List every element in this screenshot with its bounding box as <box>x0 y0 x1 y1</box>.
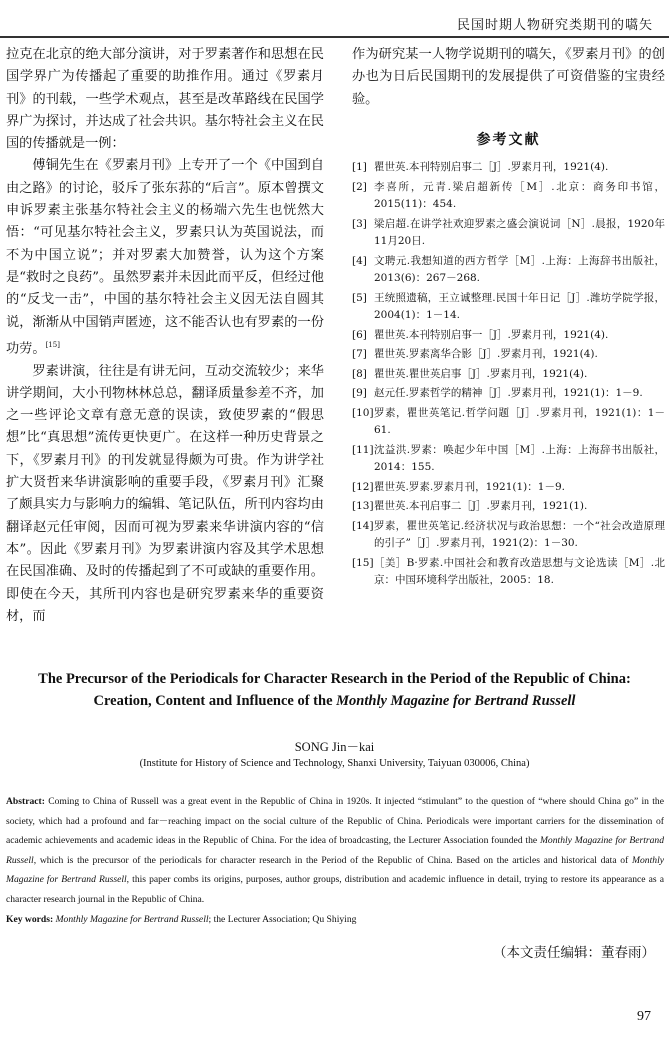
reference-number: [9] <box>352 387 367 400</box>
header-rule <box>0 36 669 38</box>
reference-number: [13] <box>352 500 374 513</box>
affiliation: (Institute for History of Science and Technology, Shanxi University, Taiyuan 030006, China) <box>139 758 530 769</box>
reference-text: 瞿世英.罗素.罗素月刊，1921(1)：1－9. <box>374 480 565 493</box>
reference-number: [11] <box>352 443 374 456</box>
references-list <box>352 159 665 590</box>
english-title-line2 <box>10 690 659 712</box>
reference-text: 文聘元.我想知道的西方哲学［M］.上海：上海辞书出版社，2013(6)：267－268. <box>374 254 665 285</box>
reference-number: [10] <box>352 406 374 419</box>
reference-number: [12] <box>352 480 374 493</box>
keywords-rest: ; the Lecturer Association; Qu Shiying <box>208 913 357 925</box>
reference-number: [7] <box>352 348 367 361</box>
reference-item <box>352 479 665 497</box>
author: SONG Jin－kai <box>294 740 375 754</box>
reference-number: [8] <box>352 367 367 380</box>
page-header <box>0 0 669 40</box>
reference-text: 瞿世英.瞿世英启事［J］.罗素月刊，1921(4). <box>374 367 588 380</box>
english-title <box>10 668 659 712</box>
paragraph-2-text: 傅铜先生在《罗素月刊》上专开了一个《中国到自由之路》的讨论，驳斥了张东荪的“后言”。原本曾撰文申诉罗素主张基尔特社会主义的杨端六先生也恍然大悟：“可见基尔特社会主义，罗素只认为英国说法，而不为中国立说”；并对罗素大加赞誉，认为这个方案是“救时之良药”。虽然罗素并未因此而平反，但经过他的“反戈一击”，中国的基尔特社会主义因无法自圆其说，渐渐从中国销声匿迹，这不能否认也有罗素的一份功劳。 <box>6 158 324 357</box>
reference-number: [15] <box>352 556 374 569</box>
reference-number: [1] <box>352 161 367 174</box>
reference-number: [2] <box>352 180 367 193</box>
abstract-text-1: Coming to China of Russell was a great event in the Republic of China in 1920s. It injected “stimulant” to the question of “where should China go” in the society, which had a profound and far－reaching impact on the social culture of the Republic of China. Periodicals were important carriers for the dissemination of academic achievements and academic ideas in the Republic of China. For the idea of broadcasting, the Lecturer Association founded the <box>6 796 664 847</box>
reference-text: 瞿世英.本刊特别启事二［J］.罗素月刊，1921(4). <box>374 161 609 174</box>
reference-item <box>352 253 665 288</box>
footnote-mark: [15] <box>45 340 60 349</box>
reference-item <box>352 327 665 345</box>
reference-item <box>352 159 665 177</box>
reference-item <box>352 179 665 214</box>
keyword-journal: Monthly Magazine for Bertrand Russell <box>53 913 209 925</box>
reference-item <box>352 518 665 553</box>
reference-text: 李喜所，元青.梁启超新传［M］.北京：商务印书馆，2015(11)：454. <box>374 180 665 211</box>
right-column <box>352 44 665 592</box>
reference-item <box>352 346 665 364</box>
references-heading: 参考文献 <box>476 131 541 148</box>
reference-text: 王统照遗稿，王立诚整理.民国十年日记［J］.潍坊学院学报，2004(1)：1－14. <box>374 291 665 322</box>
reference-number: [4] <box>352 254 367 267</box>
reference-text: 瞿世英.本刊启事二［J］.罗素月刊，1921(1). <box>374 500 588 513</box>
reference-number: [5] <box>352 291 367 304</box>
reference-text: 赵元任.罗素哲学的精神［J］.罗素月刊，1921(1)：1－9. <box>374 387 643 400</box>
english-abstract <box>6 792 664 929</box>
english-title-prefix: Creation, Content and Influence of the <box>93 693 337 709</box>
reference-item <box>352 555 665 590</box>
keywords <box>6 910 664 930</box>
abstract-text-2: , which is the precursor of the periodicals for character research in the Period of the Republic of China. Based on the articles and historical data of <box>33 854 633 866</box>
abstract-label: Abstract: <box>6 796 45 807</box>
reference-item <box>352 290 665 325</box>
page-number: 97 <box>637 1009 651 1024</box>
reference-item <box>352 385 665 403</box>
english-title-journal: Monthly Magazine for Bertrand Russell <box>336 693 576 709</box>
reference-item <box>352 442 665 477</box>
paragraph-2 <box>6 155 324 360</box>
editor-note: （本文责任编辑：董春雨） <box>493 945 655 961</box>
reference-number: [14] <box>352 519 374 532</box>
reference-text: 瞿世英.本刊特别启事一［J］.罗素月刊，1921(4). <box>374 328 609 341</box>
paragraph-1: 拉克在北京的绝大部分演讲，对于罗素著作和思想在民国学界广为传播起了重要的助推作用。通过《罗素月刊》的刊载，一些学术观点，甚至是改革路线在民国学界广为探讨，并达成了社会共识。基尔特社会主义在民国的传播就是一例： <box>6 47 324 152</box>
reference-text: ［美］B·罗素.中国社会和教育改造思想与文论选读［M］.北京：中国环境科学出版社，2005：18. <box>374 556 665 587</box>
abstract-text-3: , this paper combs its origins, purposes, author groups, distribution and academic influence in detail, trying to restore its appearance as a character research journal in the Republic of China. <box>6 874 664 905</box>
reference-item <box>352 498 665 516</box>
reference-number: [3] <box>352 217 367 230</box>
keywords-label: Key words: <box>6 913 54 925</box>
abstract-paragraph <box>6 792 664 910</box>
reference-item <box>352 366 665 384</box>
reference-item <box>352 216 665 251</box>
reference-text: 瞿世英.罗素离华合影［J］.罗素月刊，1921(4). <box>374 348 598 361</box>
left-column <box>6 44 324 628</box>
reference-number: [6] <box>352 328 367 341</box>
reference-text: 梁启超.在讲学社欢迎罗素之盛会演说词［N］.晨报，1920年11月20日. <box>374 217 665 248</box>
reference-text: 罗素，瞿世英笔记.哲学问题［J］.罗素月刊，1921(1)：1－61. <box>374 406 665 437</box>
abstract-journal-1: Monthly Magazine for Bertrand Russell <box>6 835 664 866</box>
reference-text: 罗素，瞿世英笔记.经济状况与政治思想：一个“社会改造原理的引子”［J］.罗素月刊，1921(2)：1－30. <box>374 519 665 550</box>
abstract-journal-2: Monthly Magazine for Bertrand Russell <box>6 854 664 886</box>
reference-item <box>352 405 665 440</box>
english-title-line1: The Precursor of the Periodicals for Character Research in the Period of the Republic of China: <box>38 671 631 687</box>
reference-text: 沈益洪.罗素：唤起少年中国［M］.上海：上海辞书出版社，2014：155. <box>374 443 665 474</box>
running-title: 民国时期人物研究类期刊的嚆矢 <box>456 18 653 33</box>
paragraph-3: 罗素讲演，往往是有讲无问，互动交流较少；来华讲学期间，大小刊物林林总总，翻译质量参差不齐，加之一些评论文章有意无意的误读，致使罗素的“假思想”比“真思想”流传更快更广。在这样一种历史背景之下，《罗素月刊》的刊发就显得颇为可贵。作为讲学社扩大贤哲来华讲演影响的重要手段，《罗素月刊》汇聚了颇具实力与影响力的编辑、笔记队伍，所刊内容均由翻译赵元任审阅，因而可视为罗素来华讲演内容的“信本”。因此《罗素月刊》为罗素讲演内容及其学术思想在民国准确、及时的传播起到了不可或缺的重要作用。即使在今天，其所刊内容也是研究罗素来华的重要资材，而 <box>6 363 324 624</box>
paragraph-continued: 作为研究某一人物学说期刊的嚆矢，《罗素月刊》的创办也为日后民国期刊的发展提供了可资借鉴的宝贵经验。 <box>352 47 665 107</box>
